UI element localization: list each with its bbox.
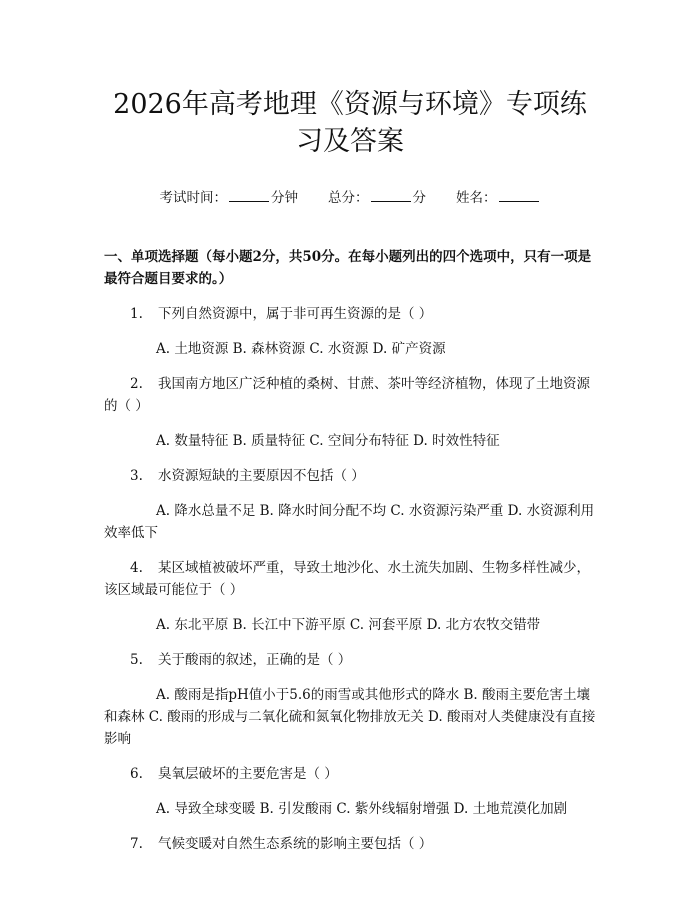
exam-meta (104, 188, 596, 208)
question-4-options: A. 东北平原 B. 长江中下游平原 C. 河套平原 D. 北方农牧交错带 (156, 617, 541, 633)
question-3-options: A. 降水总量不足 B. 降水时间分配不均 C. 水资源污染严重 D. 水资源利用效率低下 (104, 503, 595, 541)
score-label: 总分： (328, 190, 369, 206)
question-1 (104, 303, 596, 325)
question-stem: 关于酸雨的叙述，正确的是（ ） (158, 652, 352, 668)
time-label: 考试时间： (159, 190, 227, 206)
question-stem: 某区域植被破坏严重，导致土地沙化、水土流失加剧、生物多样性减少，该区域最可能位于（ ） (104, 560, 590, 598)
question-6 (104, 763, 596, 785)
name-label: 姓名： (456, 190, 497, 206)
question-stem: 气候变暖对自然生态系统的影响主要包括（ ） (158, 836, 433, 852)
question-5-options: A. 酸雨是指pH值小于5.6的雨雪或其他形式的降水 B. 酸雨主要危害土壤和森林 C. 酸雨的形成与二氧化硫和氮氧化物排放无关 D. 酸雨对人类健康没有直接影响 (104, 687, 596, 747)
section-heading: 一、单项选择题（每小题2分，共50分。在每小题列出的四个选项中，只有一项是最符合题目要求的。） (104, 249, 592, 287)
page-title: 2026年高考地理《资源与环境》专项练习及答案 (113, 89, 587, 157)
question-number: 7. (130, 836, 143, 852)
question-stem: 臭氧层破坏的主要危害是（ ） (158, 766, 338, 782)
question-number: 1. (130, 306, 143, 322)
question-2-options: A. 数量特征 B. 质量特征 C. 空间分布特征 D. 时效性特征 (156, 433, 500, 449)
question-7 (104, 833, 596, 855)
question-4 (104, 557, 596, 601)
score-unit: 分 (412, 190, 426, 206)
time-unit: 分钟 (271, 190, 298, 206)
question-6-options: A. 导致全球变暖 B. 引发酸雨 C. 紫外线辐射增强 D. 土地荒漠化加剧 (156, 801, 568, 817)
name-blank (499, 189, 539, 202)
question-stem: 水资源短缺的主要原因不包括（ ） (158, 468, 365, 484)
question-stem: 下列自然资源中，属于非可再生资源的是（ ） (158, 306, 433, 322)
question-2 (104, 373, 596, 417)
question-3 (104, 465, 596, 487)
question-1-options: A. 土地资源 B. 森林资源 C. 水资源 D. 矿产资源 (156, 341, 446, 357)
question-number: 5. (130, 652, 143, 668)
question-number: 3. (130, 468, 143, 484)
score-blank (371, 189, 411, 202)
time-blank (229, 189, 269, 202)
question-number: 2. (130, 376, 143, 392)
question-number: 6. (130, 766, 143, 782)
question-stem: 我国南方地区广泛种植的桑树、甘蔗、茶叶等经济植物，体现了土地资源的（ ） (104, 376, 590, 414)
question-5 (104, 649, 596, 671)
question-number: 4. (130, 560, 143, 576)
